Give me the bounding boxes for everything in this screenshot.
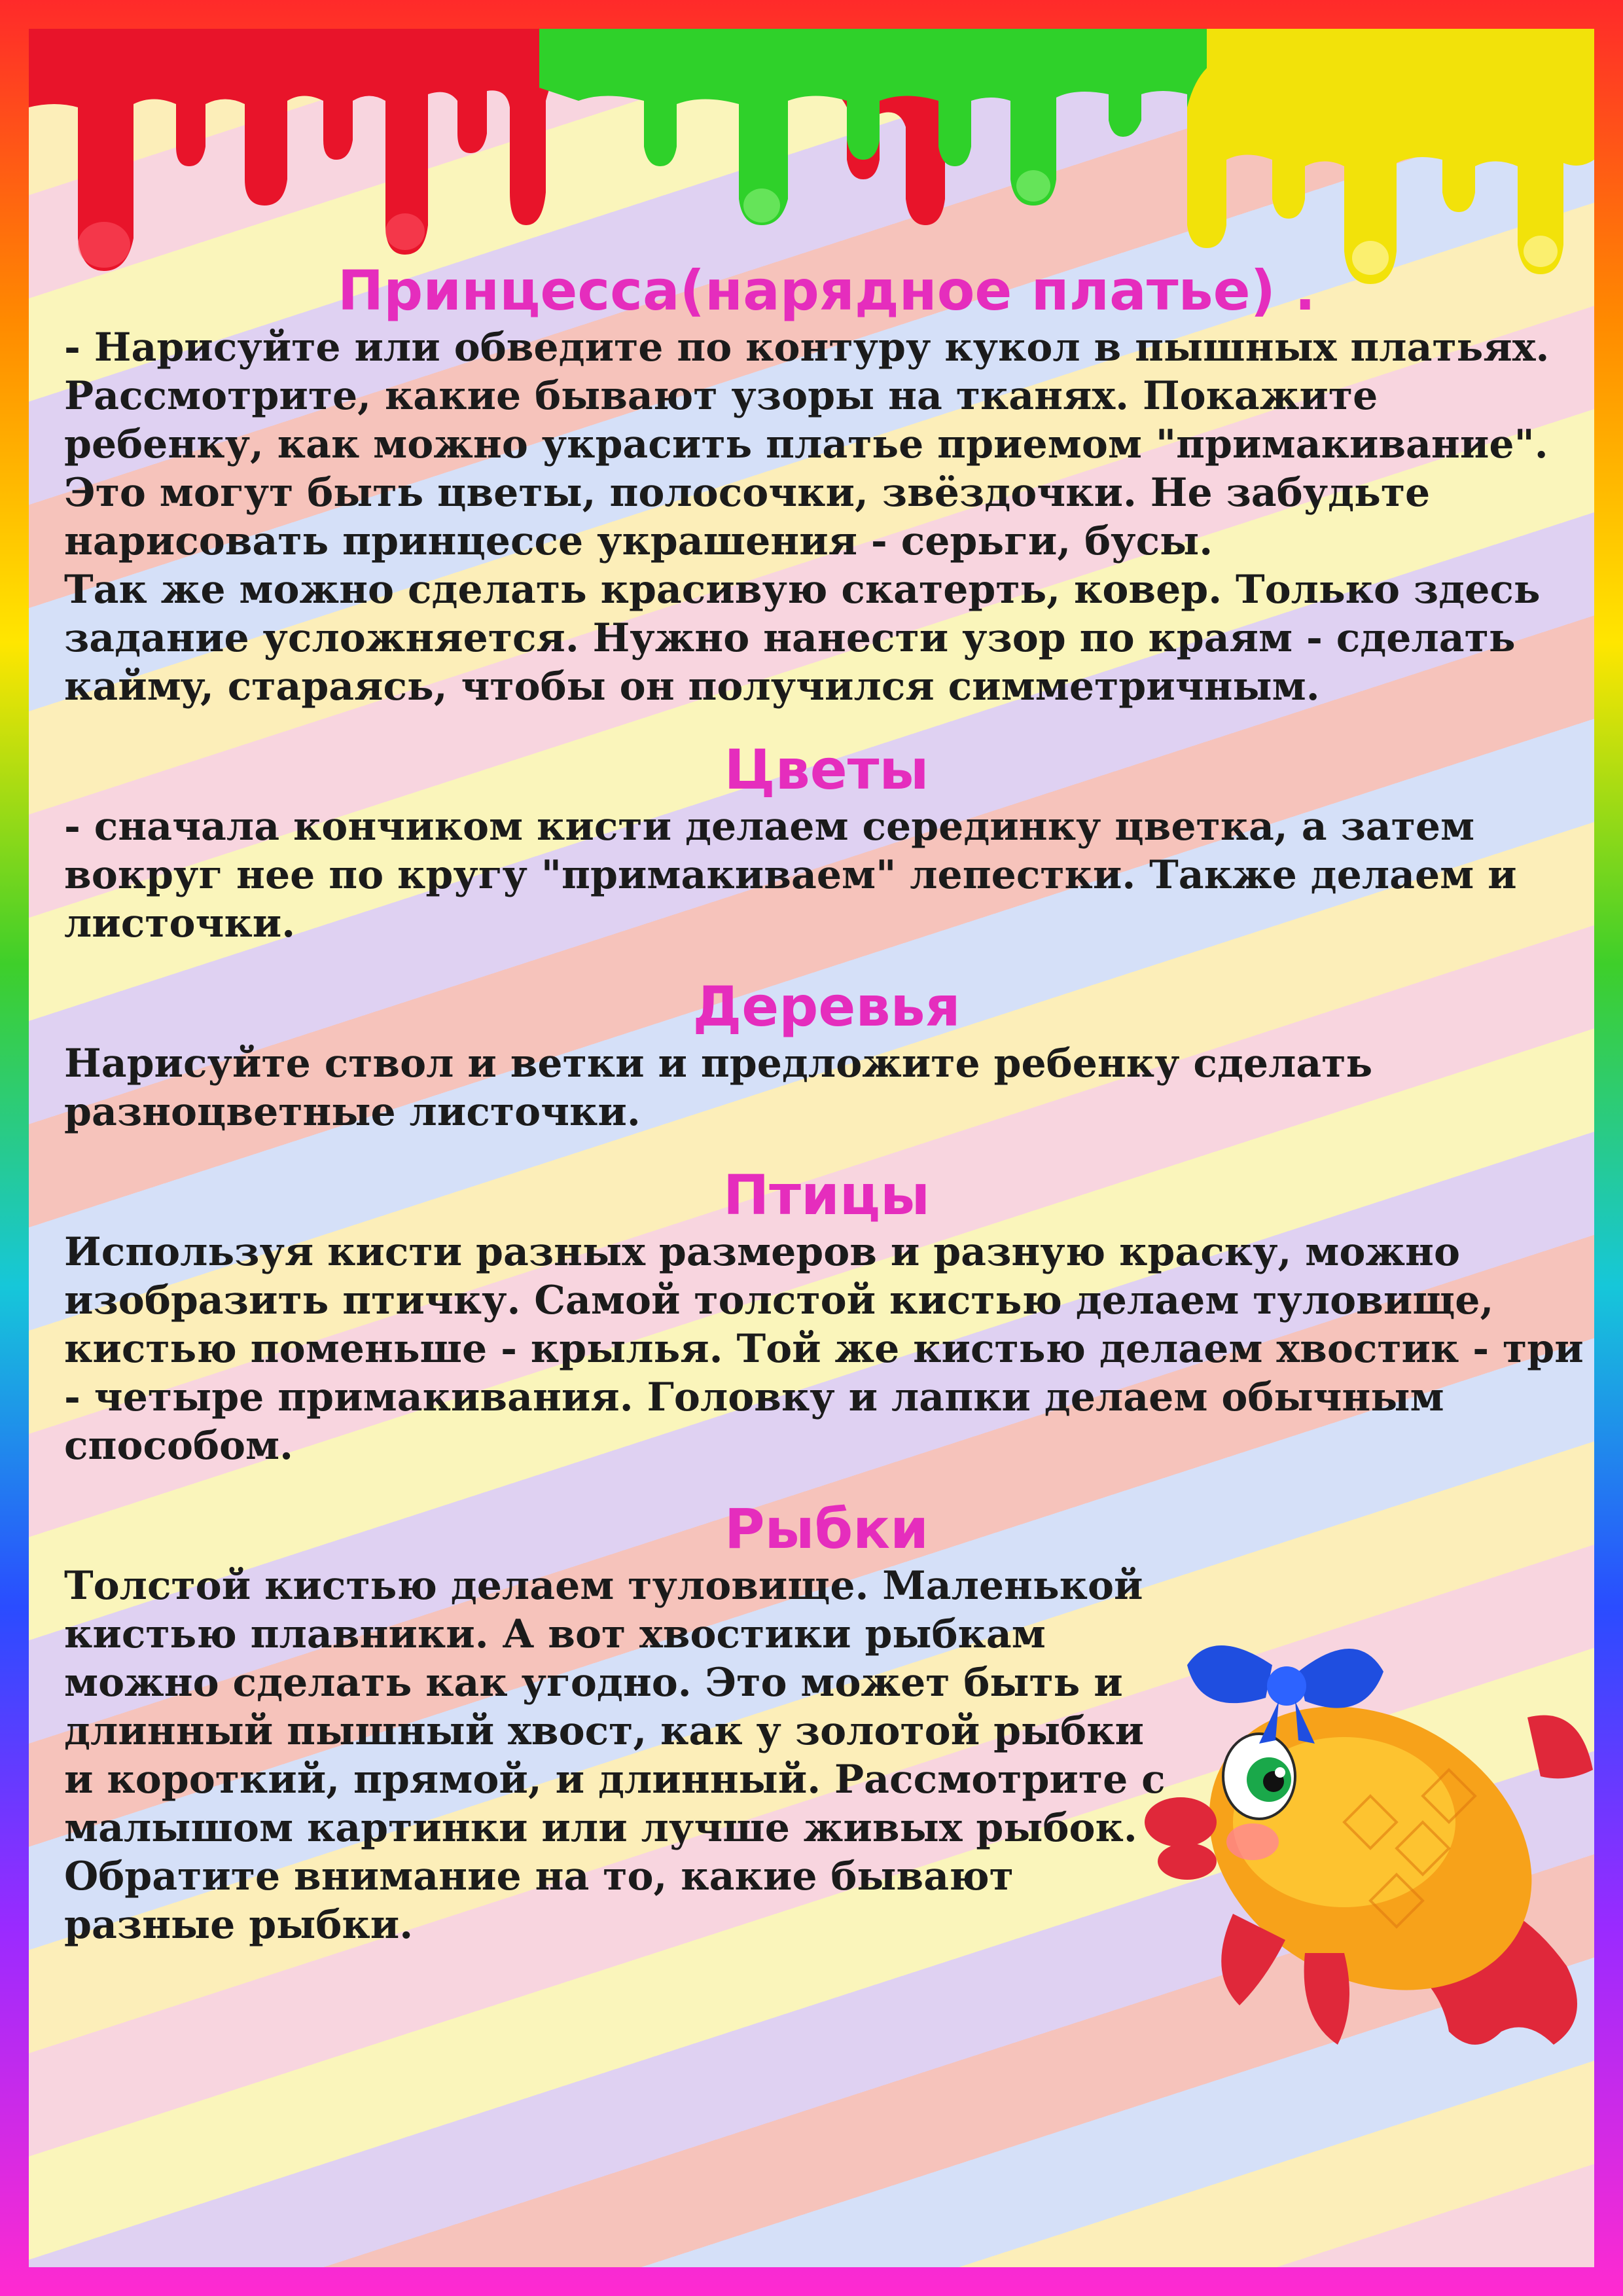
heading-flowers: Цветы	[724, 738, 929, 802]
paragraph-fish: Толстой кистью делаем туловище. Маленькой кистью плавники. А вот хвостики рыбкам можно сделать как угодно. Это может быть и длинный пышный хвост, как у золотой рыбки и короткий, прямой, и длинный. Рассмотрите с малышом картинки или лучше живых рыбок. Обратите внимание на то, какие бывают разные рыбки.	[64, 1563, 1166, 1948]
goldfish-with-bow-icon	[1135, 1626, 1594, 2097]
paragraph-birds: Используя кисти разных размеров и разную краску, можно изобразить птичку. Самой толстой кистью делаем туловище, кистью поменьше - крылья. Той же кистью делаем хвостик - три - четыре примакивания. Головку и лапки делаем обычным способом.	[64, 1229, 1584, 1469]
heading-birds: Птицы	[722, 1163, 931, 1227]
heading-princess: Принцесса(нарядное платье) .	[337, 259, 1316, 323]
heading-fish: Рыбки	[724, 1497, 929, 1561]
paragraph-flowers: - сначала кончиком кисти делаем серединку цветка, а затем вокруг нее по кругу "примакиваем" лепестки. Также делаем и листочки.	[64, 804, 1517, 946]
striped-background	[29, 29, 1594, 2267]
heading-trees: Деревья	[692, 975, 961, 1039]
paragraph-princess: - Нарисуйте или обведите по контуру кукол в пышных платьях. Рассмотрите, какие бывают узоры на тканях. Покажите ребенку, как можно украсить платье приемом "примакивание". Это могут быть цветы, полосочки, звёздочки. Не забудьте нарисовать принцессе украшения - серьги, бусы. Так же можно сделать красивую скатерть, ковер. Только здесь задание усложняется. Нужно нанести узор по краям - сделать каймy, стараясь, чтобы он получился симметричным.	[64, 325, 1550, 709]
paragraph-trees: Нарисуйте ствол и ветки и предложите ребенку сделать разноцветные листочки.	[64, 1041, 1373, 1135]
